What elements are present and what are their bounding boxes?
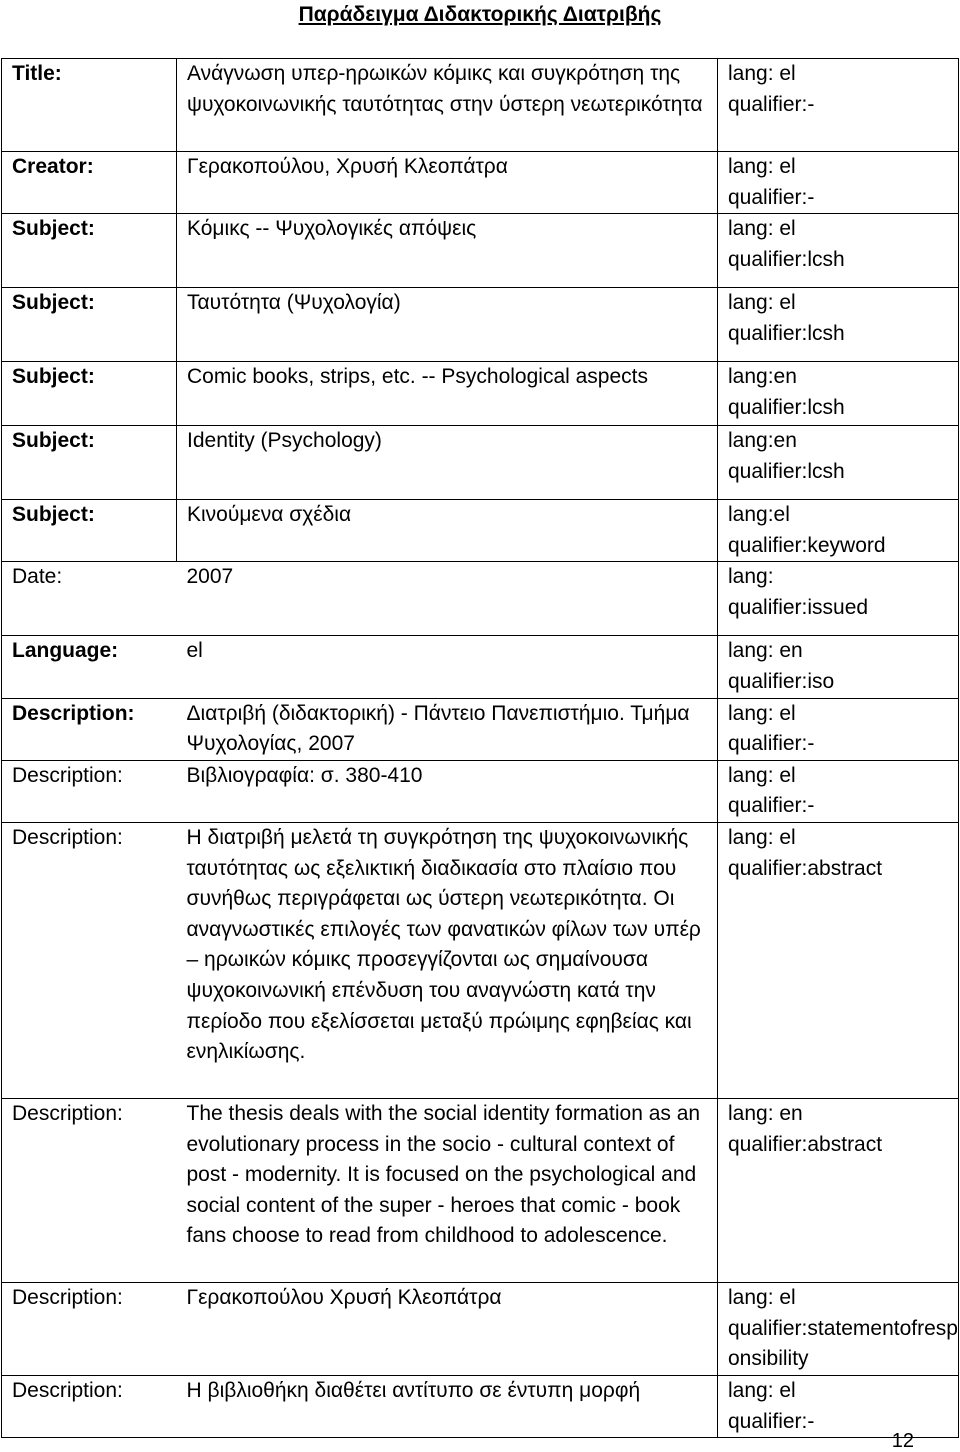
- field-value: Η διατριβή μελετά τη συγκρότηση της ψυχοκοινωνικής ταυτότητας ως εξελικτική διαδικασία στο πλαίσιο που συνήθως περιγράφεται ως ύστερη νεωτερικότητα. Οι αναγνωστικές επιλογές των φανατικών φίλων των υπέρ – ηρωικών κόμικς προσεγγίζονται ως σημαίνουσα ψυχοκοινωνική επένδυση του αναγνώστη κατά την περίοδο που εξελίσσεται μεταξύ πρώιμης εφηβείας και ενηλικίωσης.: [177, 822, 718, 1098]
- field-label: Subject:: [2, 362, 177, 426]
- metadata-table: [1, 58, 959, 1438]
- qualifier-text: qualifier:-: [728, 1409, 815, 1433]
- page-number: 12: [891, 1430, 914, 1452]
- field-qualifier: [718, 562, 959, 636]
- field-label: Description:: [2, 1098, 177, 1282]
- field-label: Date:: [2, 562, 177, 636]
- qualifier-text: qualifier:-: [728, 732, 815, 756]
- field-qualifier: [718, 500, 959, 562]
- field-value: Βιβλιογραφία: σ. 380-410: [177, 760, 718, 822]
- table-row: [2, 214, 959, 288]
- qualifier-text: qualifier:statementofresponsibility: [728, 1316, 958, 1371]
- field-label: Description:: [2, 760, 177, 822]
- field-label: Creator:: [2, 152, 177, 214]
- field-qualifier: [718, 822, 959, 1098]
- field-label: Subject:: [2, 288, 177, 362]
- qualifier-text: qualifier:-: [728, 794, 815, 818]
- table-row: [2, 1282, 959, 1375]
- lang-text: lang: el: [728, 1285, 796, 1309]
- field-value: el: [177, 636, 718, 698]
- field-label: Description:: [2, 1282, 177, 1375]
- field-qualifier: [718, 362, 959, 426]
- field-label: Subject:: [2, 426, 177, 500]
- field-value: Γερακοπούλου, Χρυσή Κλεοπάτρα: [177, 152, 718, 214]
- field-value: Comic books, strips, etc. -- Psychological aspects: [177, 362, 718, 426]
- qualifier-text: qualifier:lcsh: [728, 321, 845, 345]
- field-qualifier: [718, 1282, 959, 1375]
- field-value: Ταυτότητα (Ψυχολογία): [177, 288, 718, 362]
- field-qualifier: [718, 59, 959, 152]
- table-row: [2, 760, 959, 822]
- field-qualifier: [718, 1375, 959, 1437]
- field-qualifier: [718, 760, 959, 822]
- qualifier-text: qualifier:lcsh: [728, 459, 845, 483]
- field-qualifier: [718, 152, 959, 214]
- field-label: Title:: [2, 59, 177, 152]
- table-row: [2, 362, 959, 426]
- lang-text: lang:en: [728, 429, 797, 453]
- field-qualifier: [718, 288, 959, 362]
- field-value: The thesis deals with the social identity formation as an evolutionary process in the socio - cultural context of post - modernity. It is focused on the psychological and social content of the super - heroes that comic - book fans choose to read from childhood to adolescence.: [177, 1098, 718, 1282]
- table-row: [2, 59, 959, 152]
- lang-text: lang: el: [728, 1378, 796, 1402]
- field-qualifier: [718, 698, 959, 760]
- table-row: [2, 1098, 959, 1282]
- table-row: [2, 288, 959, 362]
- field-label: Subject:: [2, 214, 177, 288]
- lang-text: lang: el: [728, 291, 796, 315]
- qualifier-text: qualifier:-: [728, 92, 815, 116]
- qualifier-text: qualifier:abstract: [728, 1132, 883, 1156]
- field-value: Κινούμενα σχέδια: [177, 500, 718, 562]
- table-row: [2, 822, 959, 1098]
- qualifier-text: qualifier:lcsh: [728, 247, 845, 271]
- lang-text: lang: en: [728, 1101, 803, 1125]
- lang-text: lang:en: [728, 365, 797, 389]
- qualifier-text: qualifier:issued: [728, 595, 869, 619]
- table-row: [2, 152, 959, 214]
- table-row: [2, 426, 959, 500]
- lang-text: lang:: [728, 565, 774, 589]
- lang-text: lang: el: [728, 155, 796, 178]
- field-label: Language:: [2, 636, 177, 698]
- qualifier-text: qualifier:-: [728, 185, 815, 209]
- lang-text: lang: el: [728, 62, 796, 85]
- lang-text: lang: el: [728, 701, 796, 725]
- field-label: Subject:: [2, 500, 177, 562]
- field-label: Description:: [2, 822, 177, 1098]
- table-row: [2, 698, 959, 760]
- lang-text: lang: el: [728, 825, 796, 849]
- table-row: [2, 636, 959, 698]
- field-qualifier: [718, 214, 959, 288]
- table-row: [2, 500, 959, 562]
- lang-text: lang: el: [728, 763, 796, 787]
- field-label: Description:: [2, 1375, 177, 1437]
- field-value: Γερακοπούλου Χρυσή Κλεοπάτρα: [177, 1282, 718, 1375]
- table-row: [2, 562, 959, 636]
- table-row: [2, 1375, 959, 1437]
- field-value: Κόμικς -- Ψυχολογικές απόψεις: [177, 214, 718, 288]
- field-value: Identity (Psychology): [177, 426, 718, 500]
- field-value: Η βιβλιοθήκη διαθέτει αντίτυπο σε έντυπη μορφή: [177, 1375, 718, 1437]
- field-qualifier: [718, 636, 959, 698]
- page-title: Παράδειγμα Διδακτορικής Διατριβής: [298, 3, 662, 26]
- field-value: Διατριβή (διδακτορική) - Πάντειο Πανεπιστήμιο. Τμήμα Ψυχολογίας, 2007: [177, 698, 718, 760]
- lang-text: lang: en: [728, 639, 803, 663]
- field-value: 2007: [177, 562, 718, 636]
- qualifier-text: qualifier:abstract: [728, 856, 883, 880]
- lang-text: lang: el: [728, 217, 796, 241]
- field-label: Description:: [2, 698, 177, 760]
- field-qualifier: [718, 426, 959, 500]
- lang-text: lang:el: [728, 503, 790, 527]
- qualifier-text: qualifier:iso: [728, 669, 835, 693]
- qualifier-text: qualifier:keyword: [728, 533, 886, 557]
- field-qualifier: [718, 1098, 959, 1282]
- field-value: Ανάγνωση υπερ-ηρωικών κόμικς και συγκρότηση της ψυχοκοινωνικής ταυτότητας στην ύστερη νεωτερικότητα: [177, 59, 718, 152]
- qualifier-text: qualifier:lcsh: [728, 395, 845, 419]
